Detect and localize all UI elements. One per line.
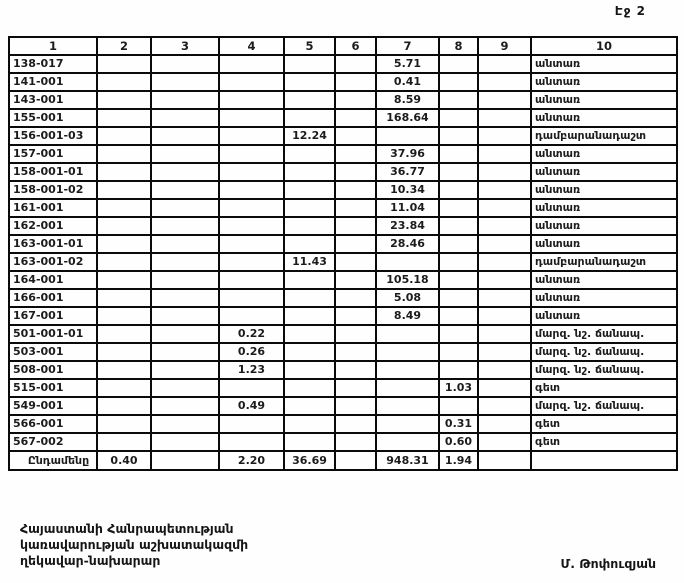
- table-cell: [335, 325, 376, 343]
- table-row: [9, 55, 677, 73]
- table-cell: [97, 181, 151, 199]
- table-cell: [97, 271, 151, 289]
- table-cell: [439, 397, 478, 415]
- table-cell: 164-001: [9, 271, 97, 289]
- issuer-title-line: ղեկավար-նախարար: [20, 553, 161, 568]
- table-cell: 0.22: [219, 325, 284, 343]
- column-header: 6: [335, 37, 376, 55]
- table-cell: 36.69: [284, 451, 335, 470]
- table-cell: [478, 109, 531, 127]
- table-cell: 948.31: [376, 451, 439, 470]
- table-cell: 158-001-02: [9, 181, 97, 199]
- table-cell: [335, 181, 376, 199]
- table-cell: [284, 379, 335, 397]
- table-cell: [97, 415, 151, 433]
- table-cell: 28.46: [376, 235, 439, 253]
- table-cell: 157-001: [9, 145, 97, 163]
- column-header: 9: [478, 37, 531, 55]
- table-cell: 8.59: [376, 91, 439, 109]
- table-cell: 515-001: [9, 379, 97, 397]
- table-cell: [439, 199, 478, 217]
- table-cell: [478, 145, 531, 163]
- table-row: [9, 361, 677, 379]
- table-cell: [478, 163, 531, 181]
- table-cell: [335, 307, 376, 325]
- table-cell: [478, 181, 531, 199]
- table-cell: [151, 235, 219, 253]
- table-cell: [97, 397, 151, 415]
- table-cell: [97, 289, 151, 307]
- table-cell: [151, 433, 219, 451]
- table-row: [9, 73, 677, 91]
- table-cell: [151, 217, 219, 235]
- table-cell: 23.84: [376, 217, 439, 235]
- table-cell: [219, 55, 284, 73]
- table-cell: [219, 181, 284, 199]
- table-cell: 155-001: [9, 109, 97, 127]
- table-cell: [284, 307, 335, 325]
- table-cell: [335, 343, 376, 361]
- table-cell: 163-001-02: [9, 253, 97, 271]
- table-cell: [97, 217, 151, 235]
- table-row: [9, 379, 677, 397]
- table-cell: [284, 343, 335, 361]
- table-cell: 1.94: [439, 451, 478, 470]
- table-cell: [97, 73, 151, 91]
- table-cell: [219, 217, 284, 235]
- table-cell: [376, 415, 439, 433]
- table-cell: 0.49: [219, 397, 284, 415]
- table-cell: [439, 307, 478, 325]
- table-cell: անտառ: [531, 55, 677, 73]
- table-cell: [478, 361, 531, 379]
- table-cell: 161-001: [9, 199, 97, 217]
- table-cell: [151, 91, 219, 109]
- table-cell: [439, 163, 478, 181]
- table-cell: դամբարանադաշտ: [531, 253, 677, 271]
- table-cell: [284, 361, 335, 379]
- table-cell: [335, 235, 376, 253]
- table-body: [9, 55, 677, 470]
- table-cell: [376, 343, 439, 361]
- table-cell: [151, 343, 219, 361]
- table-cell: անտառ: [531, 235, 677, 253]
- table-cell: [478, 415, 531, 433]
- table-cell: [97, 109, 151, 127]
- table-cell: [478, 91, 531, 109]
- table-cell: [151, 271, 219, 289]
- table-cell: 167-001: [9, 307, 97, 325]
- table-cell: 143-001: [9, 91, 97, 109]
- table-cell: 141-001: [9, 73, 97, 91]
- table-cell: անտառ: [531, 271, 677, 289]
- table-cell: [284, 55, 335, 73]
- table-cell: [284, 199, 335, 217]
- table-cell: [376, 325, 439, 343]
- table-row: [9, 109, 677, 127]
- table-cell: [439, 271, 478, 289]
- table-cell: [376, 253, 439, 271]
- table-cell: [335, 91, 376, 109]
- table-cell: [335, 397, 376, 415]
- table-row: [9, 199, 677, 217]
- table-cell: [97, 235, 151, 253]
- table-cell: [284, 325, 335, 343]
- table-cell: [97, 379, 151, 397]
- table-cell: [335, 145, 376, 163]
- table-cell: 166-001: [9, 289, 97, 307]
- table-cell: անտառ: [531, 217, 677, 235]
- table-cell: [97, 361, 151, 379]
- table-cell: [335, 217, 376, 235]
- table-cell: անտառ: [531, 73, 677, 91]
- table-cell: 37.96: [376, 145, 439, 163]
- table-row: [9, 397, 677, 415]
- table-cell: [439, 325, 478, 343]
- table-cell: անտառ: [531, 91, 677, 109]
- table-row: [9, 343, 677, 361]
- table-cell: [219, 271, 284, 289]
- table-cell: [478, 343, 531, 361]
- table-cell: [284, 217, 335, 235]
- table-row: [9, 433, 677, 451]
- table-total-row: [9, 451, 677, 470]
- table-cell: 168.64: [376, 109, 439, 127]
- table-cell: [151, 55, 219, 73]
- table-cell: [335, 271, 376, 289]
- table-cell: 5.71: [376, 55, 439, 73]
- table-cell: [376, 379, 439, 397]
- table-row: [9, 307, 677, 325]
- table-cell: [478, 307, 531, 325]
- table-cell: գետ: [531, 379, 677, 397]
- table-cell: [219, 307, 284, 325]
- column-header: 8: [439, 37, 478, 55]
- table-cell: [151, 307, 219, 325]
- table-cell: [219, 433, 284, 451]
- table-cell: 1.03: [439, 379, 478, 397]
- column-header: 5: [284, 37, 335, 55]
- land-parcels-table: [8, 36, 678, 471]
- table-cell: [335, 253, 376, 271]
- column-header: 7: [376, 37, 439, 55]
- table-cell: մարզ. նշ. ճանապ.: [531, 397, 677, 415]
- table-row: [9, 91, 677, 109]
- table-cell: [439, 109, 478, 127]
- table-cell: [219, 163, 284, 181]
- table-row: [9, 235, 677, 253]
- table-cell: [284, 145, 335, 163]
- table-cell: [97, 163, 151, 181]
- table-header-row: [9, 37, 677, 55]
- table-cell: [219, 109, 284, 127]
- table-cell: [335, 433, 376, 451]
- table-cell: [439, 343, 478, 361]
- table-cell: անտառ: [531, 109, 677, 127]
- table-cell: [439, 361, 478, 379]
- table-cell: [335, 109, 376, 127]
- table-cell: [478, 235, 531, 253]
- table-cell: [478, 73, 531, 91]
- table-cell: [151, 145, 219, 163]
- table-cell: [151, 253, 219, 271]
- table-cell: [97, 343, 151, 361]
- table-cell: դամբարանադաշտ: [531, 127, 677, 145]
- table-row: [9, 325, 677, 343]
- table-cell: [219, 127, 284, 145]
- table-cell: 0.41: [376, 73, 439, 91]
- table-cell: [219, 289, 284, 307]
- table-cell: 503-001: [9, 343, 97, 361]
- table-cell: 1.23: [219, 361, 284, 379]
- table-cell: [151, 181, 219, 199]
- table-cell: անտառ: [531, 145, 677, 163]
- table-cell: 105.18: [376, 271, 439, 289]
- table-cell: 10.34: [376, 181, 439, 199]
- table-cell: [97, 91, 151, 109]
- table-cell: [151, 73, 219, 91]
- table-cell: [478, 127, 531, 145]
- table-cell: [478, 433, 531, 451]
- table-cell: [219, 199, 284, 217]
- table-cell: մարզ. նշ. ճանապ.: [531, 325, 677, 343]
- table-cell: [439, 217, 478, 235]
- table-cell: [219, 379, 284, 397]
- table-cell: 162-001: [9, 217, 97, 235]
- table-cell: [335, 379, 376, 397]
- table-cell: [151, 451, 219, 470]
- table-cell: [335, 73, 376, 91]
- table-cell: [284, 397, 335, 415]
- table-cell: [97, 127, 151, 145]
- table-cell: [97, 55, 151, 73]
- table-cell: [284, 181, 335, 199]
- table-cell: 158-001-01: [9, 163, 97, 181]
- table-cell: [478, 379, 531, 397]
- table-row: [9, 253, 677, 271]
- table-cell: [376, 361, 439, 379]
- table-cell: [478, 397, 531, 415]
- table-cell: [151, 415, 219, 433]
- page-number-label: Էջ 2: [614, 4, 646, 18]
- column-header: 2: [97, 37, 151, 55]
- table-cell: [151, 379, 219, 397]
- table-cell: անտառ: [531, 163, 677, 181]
- table-cell: [478, 451, 531, 470]
- table-cell: 566-001: [9, 415, 97, 433]
- table-cell: [439, 55, 478, 73]
- table-cell: 549-001: [9, 397, 97, 415]
- table-cell: 0.40: [97, 451, 151, 470]
- table-cell: [284, 415, 335, 433]
- column-header: 10: [531, 37, 677, 55]
- table-cell: [335, 127, 376, 145]
- column-header: 1: [9, 37, 97, 55]
- table-cell: [151, 163, 219, 181]
- table-cell: [97, 325, 151, 343]
- table-cell: [97, 145, 151, 163]
- table-row: [9, 127, 677, 145]
- table-cell: [97, 433, 151, 451]
- table-cell: անտառ: [531, 181, 677, 199]
- table-cell: [219, 235, 284, 253]
- table-cell: [335, 289, 376, 307]
- table-cell: [478, 253, 531, 271]
- table-cell: 163-001-01: [9, 235, 97, 253]
- table-cell: 12.24: [284, 127, 335, 145]
- table-cell: [151, 109, 219, 127]
- table-cell: [97, 199, 151, 217]
- table-cell: [219, 73, 284, 91]
- table-cell: 2.20: [219, 451, 284, 470]
- table-cell: 567-002: [9, 433, 97, 451]
- table-cell: [219, 415, 284, 433]
- table-cell: [439, 253, 478, 271]
- table-cell: անտառ: [531, 199, 677, 217]
- table-cell: Ընդամենը: [9, 451, 97, 470]
- table-cell: [478, 289, 531, 307]
- table-cell: [439, 73, 478, 91]
- table-cell: [284, 73, 335, 91]
- column-header: 3: [151, 37, 219, 55]
- table-cell: գետ: [531, 433, 677, 451]
- table-cell: [335, 415, 376, 433]
- issuer-title-line: Հայաստանի Հանրապետության: [20, 521, 234, 536]
- table-cell: [284, 235, 335, 253]
- table-cell: [335, 55, 376, 73]
- table-cell: [284, 109, 335, 127]
- table-cell: [219, 145, 284, 163]
- table-cell: [219, 253, 284, 271]
- table-cell: 501-001-01: [9, 325, 97, 343]
- table-cell: [335, 199, 376, 217]
- table-cell: գետ: [531, 415, 677, 433]
- table-cell: [151, 289, 219, 307]
- table-cell: 508-001: [9, 361, 97, 379]
- table-cell: [284, 271, 335, 289]
- issuer-title-line: կառավարության աշխատակազմի: [20, 537, 249, 552]
- table-row: [9, 145, 677, 163]
- table-cell: [531, 451, 677, 470]
- table-cell: [376, 397, 439, 415]
- table-cell: [151, 397, 219, 415]
- table-cell: [151, 199, 219, 217]
- table-cell: [439, 145, 478, 163]
- table-row: [9, 181, 677, 199]
- table-cell: [376, 433, 439, 451]
- table-cell: 138-017: [9, 55, 97, 73]
- table-cell: 8.49: [376, 307, 439, 325]
- table-cell: [151, 127, 219, 145]
- table-cell: [478, 325, 531, 343]
- column-header: 4: [219, 37, 284, 55]
- table-cell: [335, 361, 376, 379]
- table-cell: [284, 289, 335, 307]
- table-cell: մարզ. նշ. ճանապ.: [531, 361, 677, 379]
- table-cell: մարզ. նշ. ճանապ.: [531, 343, 677, 361]
- table-cell: [151, 361, 219, 379]
- table-cell: [439, 235, 478, 253]
- table-cell: [376, 127, 439, 145]
- table-cell: անտառ: [531, 289, 677, 307]
- table-cell: [151, 325, 219, 343]
- signature-name: Մ. Թոփուզյան: [560, 556, 656, 571]
- table-cell: 156-001-03: [9, 127, 97, 145]
- table-cell: [97, 253, 151, 271]
- table-cell: [439, 181, 478, 199]
- table-cell: [478, 271, 531, 289]
- table-row: [9, 271, 677, 289]
- table-row: [9, 217, 677, 235]
- table-cell: [335, 163, 376, 181]
- table-cell: 36.77: [376, 163, 439, 181]
- table-cell: [284, 91, 335, 109]
- table-cell: [439, 91, 478, 109]
- table-cell: [478, 199, 531, 217]
- table-row: [9, 289, 677, 307]
- table-cell: 11.43: [284, 253, 335, 271]
- table-cell: [335, 451, 376, 470]
- table-cell: 0.60: [439, 433, 478, 451]
- table-cell: [284, 433, 335, 451]
- table-cell: 11.04: [376, 199, 439, 217]
- table-cell: [478, 217, 531, 235]
- table-cell: 0.26: [219, 343, 284, 361]
- table-row: [9, 415, 677, 433]
- table-cell: 0.31: [439, 415, 478, 433]
- table-cell: [478, 55, 531, 73]
- issuer-title-block: [20, 521, 248, 569]
- table-cell: 5.08: [376, 289, 439, 307]
- table-cell: [284, 163, 335, 181]
- table-cell: [439, 127, 478, 145]
- table-cell: անտառ: [531, 307, 677, 325]
- table-row: [9, 163, 677, 181]
- table-cell: [219, 91, 284, 109]
- table-cell: [97, 307, 151, 325]
- table-cell: [439, 289, 478, 307]
